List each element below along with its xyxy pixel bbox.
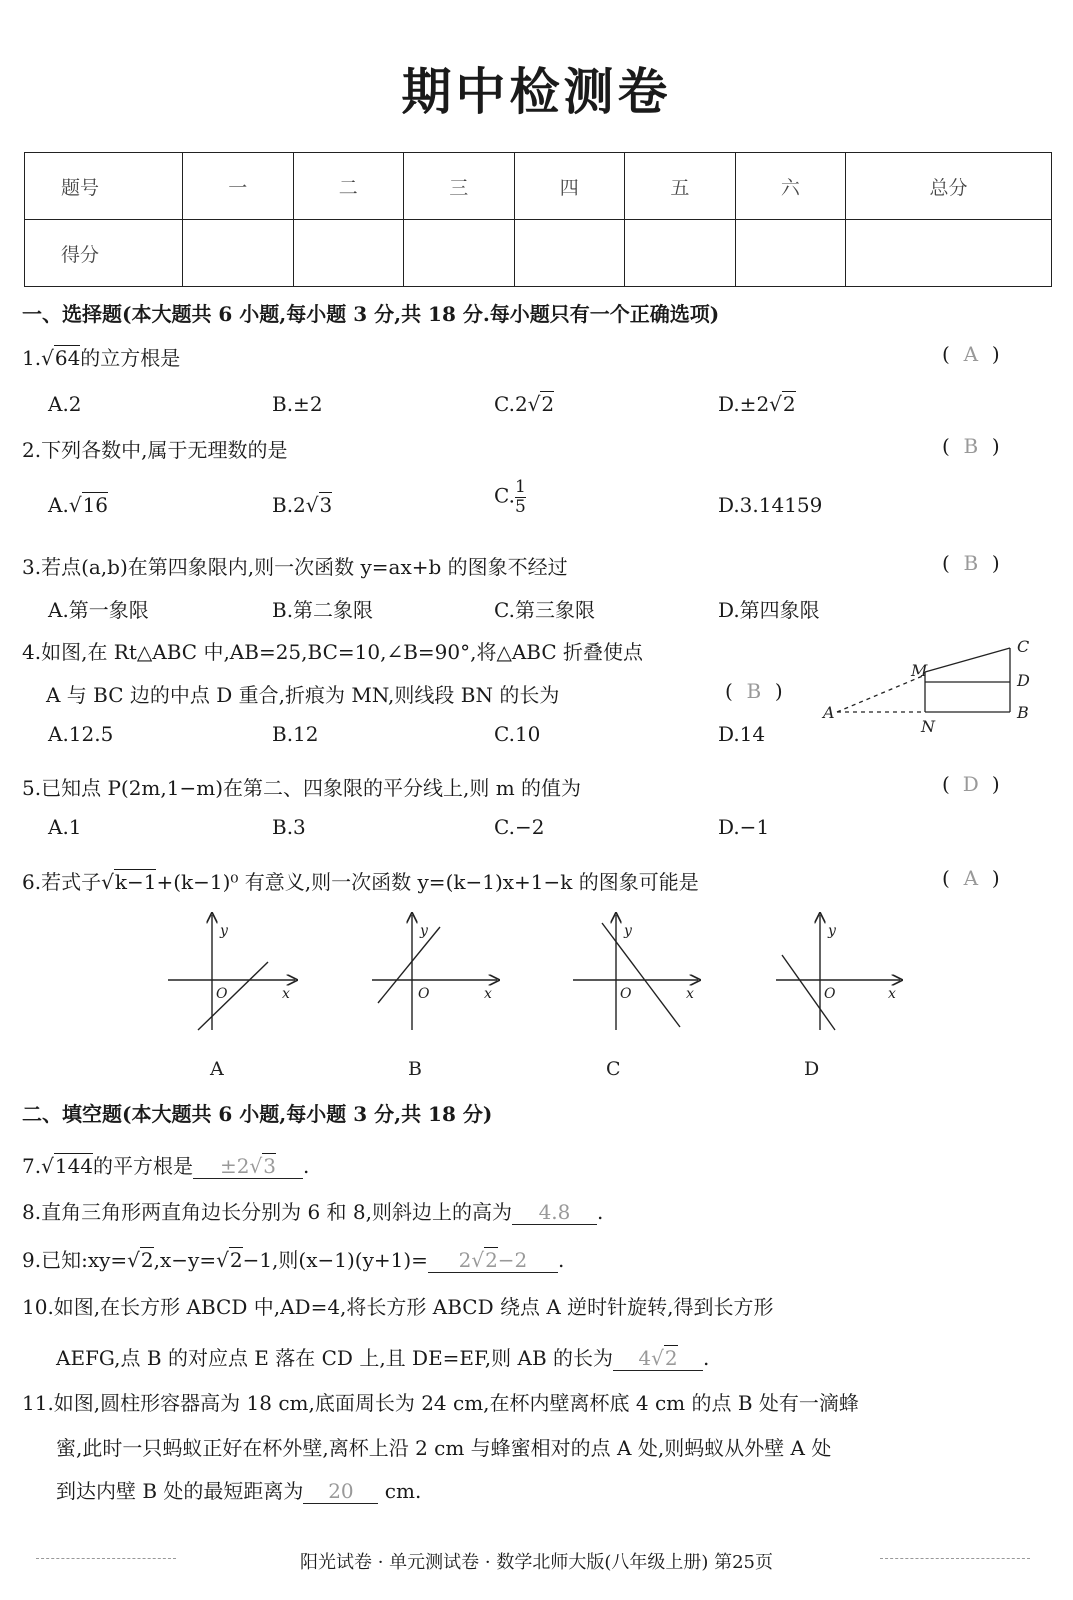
label-c: C — [1017, 637, 1030, 656]
axis-x: x — [282, 986, 290, 1002]
question-10-line1: 10.如图,在长方形 ABCD 中,AD=4,将长方形 ABCD 绕点 A 逆时针旋转,得到长方形 — [22, 1295, 774, 1319]
label-d: D — [1017, 671, 1030, 690]
table-cell: 四 — [514, 153, 625, 220]
question-4-line1: 4.如图,在 Rt△ABC 中,AB=25,BC=10,∠B=90°,将△ABC 折叠使点 — [22, 640, 644, 664]
answer-blank[interactable]: 4√2 — [613, 1346, 703, 1371]
question-11-line2: 蜜,此时一只蚂蚁正好在杯外壁,离杯上沿 2 cm 与蜂蜜相对的点 A 处,则蚂蚁从外壁 A 处 — [56, 1436, 832, 1460]
option-d: D.±2√2 — [718, 392, 796, 416]
q-num: 1. — [22, 346, 42, 370]
table-cell: 总分 — [846, 153, 1052, 220]
score-cell[interactable] — [846, 220, 1052, 287]
score-cell[interactable] — [514, 220, 625, 287]
label-b: B — [1017, 703, 1029, 722]
question-10-line2: AEFG,点 B 的对应点 E 落在 CD 上,且 DE=EF,则 AB 的长为 4√2 . — [56, 1346, 710, 1370]
q-text: 的立方根是 — [80, 346, 181, 370]
question-1: 1.√64的立方根是 — [22, 346, 181, 370]
option-b: B.±2 — [272, 392, 323, 416]
page-footer: 阳光试卷 · 单元测试卷 · 数学北师大版(八年级上册) 第25页 — [300, 1552, 773, 1573]
score-table — [24, 152, 1052, 287]
graph-options — [150, 905, 930, 1085]
table-cell: 二 — [293, 153, 404, 220]
option-c: C.2√2 — [494, 392, 555, 416]
axis-y: y — [828, 923, 836, 939]
score-cell[interactable] — [625, 220, 736, 287]
answer-paren: ( D ) — [942, 772, 1000, 796]
option-c: C.第三象限 — [494, 598, 595, 622]
answer: D — [962, 772, 979, 796]
score-cell[interactable] — [735, 220, 846, 287]
radicand: 64 — [54, 346, 81, 370]
answer: B — [746, 679, 762, 703]
answer: B — [963, 434, 979, 458]
answer-blank[interactable]: 2√2−2 — [428, 1248, 558, 1273]
option-c: C.−2 — [494, 815, 545, 839]
option-a: A.√16 — [48, 493, 109, 517]
option-c: C. $\frac{1}{5}$ — [494, 477, 526, 517]
option-a: A.第一象限 — [48, 598, 149, 622]
question-3: 3.若点(a,b)在第四象限内,则一次函数 y=ax+b 的图象不经过 — [22, 555, 568, 579]
axis-x: x — [686, 986, 694, 1002]
fold-figure — [815, 630, 1045, 740]
axis-x: x — [888, 986, 896, 1002]
answer-blank[interactable]: 4.8 — [512, 1200, 597, 1225]
option-a: A.1 — [48, 815, 82, 839]
origin: O — [216, 986, 228, 1002]
label-n: N — [921, 717, 935, 736]
answer-paren: ( B ) — [942, 551, 1000, 575]
question-5: 5.已知点 P(2m,1−m)在第二、四象限的平分线上,则 m 的值为 — [22, 776, 582, 800]
axis-x: x — [484, 986, 492, 1002]
origin: O — [620, 986, 632, 1002]
option-b: B.12 — [272, 722, 319, 746]
section-header: 二、填空题(本大题共 6 小题,每小题 3 分,共 18 分) — [22, 1102, 493, 1126]
answer: B — [963, 551, 979, 575]
option-d: D.14 — [718, 722, 766, 746]
graph-label-d: D — [804, 1058, 820, 1080]
question-11-line1: 11.如图,圆柱形容器高为 18 cm,底面周长为 24 cm,在杯内壁离杯底 4 cm 的点 B 处有一滴蜂 — [22, 1391, 859, 1415]
table-row — [25, 220, 1052, 287]
option-b: B.2√3 — [272, 493, 333, 517]
option-d: D.−1 — [718, 815, 770, 839]
answer-paren: ( A ) — [942, 866, 1000, 890]
question-2: 2.下列各数中,属于无理数的是 — [22, 438, 288, 462]
table-cell: 题号 — [25, 153, 183, 220]
option-d: D.第四象限 — [718, 598, 820, 622]
section-header: 一、选择题(本大题共 6 小题,每小题 3 分,共 18 分.每小题只有一个正确选项) — [22, 302, 720, 326]
option-b: B.3 — [272, 815, 306, 839]
table-cell: 六 — [735, 153, 846, 220]
answer-paren: ( B ) — [725, 679, 783, 703]
question-7: 7.√144的平方根是 ±2√3 . — [22, 1154, 310, 1178]
origin: O — [418, 986, 430, 1002]
question-11-line3: 到达内壁 B 处的最短距离为 20 cm. — [56, 1479, 422, 1503]
graph-label-a: A — [210, 1058, 224, 1080]
graph-label-b: B — [408, 1058, 422, 1080]
answer-paren: ( A ) — [942, 342, 1000, 366]
label-m: M — [911, 661, 928, 680]
question-4-line2: A 与 BC 边的中点 D 重合,折痕为 MN,则线段 BN 的长为 — [46, 683, 560, 707]
table-cell: 五 — [625, 153, 736, 220]
option-d: D.3.14159 — [718, 493, 823, 517]
axis-y: y — [420, 923, 428, 939]
page-title: 期中检测卷 — [401, 62, 672, 121]
score-cell[interactable] — [183, 220, 294, 287]
answer: A — [963, 342, 979, 366]
question-9: 9.已知:xy=√2,x−y=√2−1,则(x−1)(y+1)= 2√2−2 . — [22, 1248, 565, 1272]
answer: A — [963, 866, 979, 890]
answer-blank[interactable]: 20 — [303, 1479, 378, 1504]
score-cell[interactable] — [404, 220, 515, 287]
answer-paren: ( B ) — [942, 434, 1000, 458]
option-b: B.第二象限 — [272, 598, 374, 622]
table-cell: 得分 — [25, 220, 183, 287]
score-cell[interactable] — [293, 220, 404, 287]
table-cell: 三 — [404, 153, 515, 220]
option-c: C.10 — [494, 722, 541, 746]
question-6: 6.若式子√k−1+(k−1)⁰ 有意义,则一次函数 y=(k−1)x+1−k 的图象可能是 — [22, 870, 699, 894]
option-a: A.2 — [48, 392, 82, 416]
origin: O — [824, 986, 836, 1002]
label-a: A — [823, 703, 835, 722]
question-8: 8.直角三角形两直角边长分别为 6 和 8,则斜边上的高为 4.8 . — [22, 1200, 604, 1224]
table-row — [25, 153, 1052, 220]
axis-y: y — [624, 923, 632, 939]
option-a: A.12.5 — [48, 722, 114, 746]
table-cell: 一 — [183, 153, 294, 220]
axis-y: y — [220, 923, 228, 939]
answer-blank[interactable]: ±2√3 — [193, 1154, 303, 1179]
graph-label-c: C — [606, 1058, 621, 1080]
